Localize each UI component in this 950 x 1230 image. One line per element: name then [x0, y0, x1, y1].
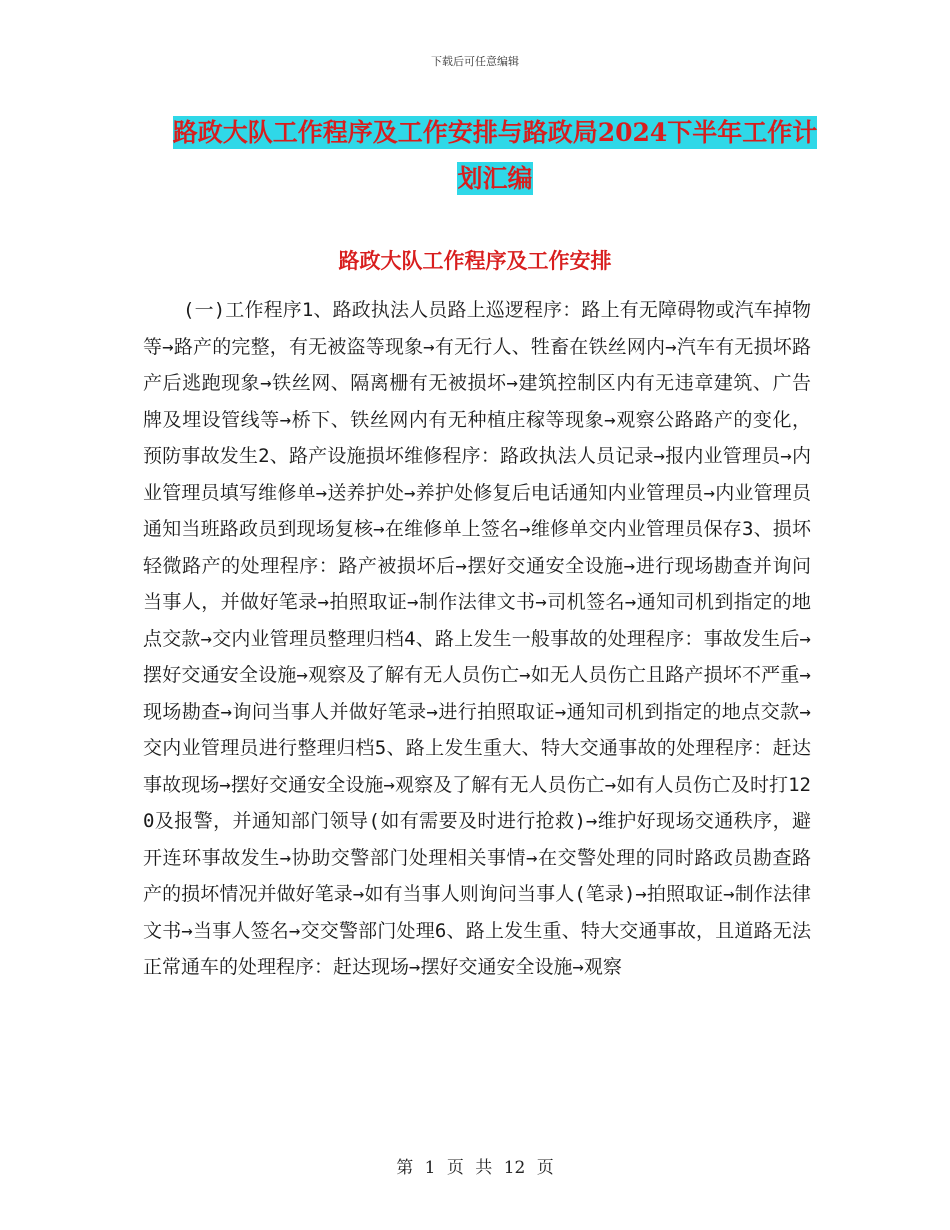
document-title: [170, 110, 820, 202]
section-title: 路政大队工作程序及工作安排: [338, 248, 612, 273]
document-title-text: 路政大队工作程序及工作安排与路政局2024下半年工作计划汇编: [172, 118, 818, 193]
page-footer: 第 1 页 共 12 页: [396, 1158, 554, 1178]
body-paragraph: (一)工作程序1、路政执法人员路上巡逻程序：路上有无障碍物或汽车掉物等→路产的完整，有无被盗等现象→有无行人、牲畜在铁丝网内→汽车有无损坏路产后逃跑现象→铁丝网、隔离栅有无被损坏→建筑控制区内有无违章建筑、广告牌及埋设管线等→桥下、铁丝网内有无种植庄稼等现象→观察公路路产的变化，预防事故发生2、路产设施损坏维修程序：路政执法人员记录→报内业管理员→内业管理员填写维修单→送养护处→养护处修复后电话通知内业管理员→内业管理员通知当班路政员到现场复核→在维修单上签名→维修单交内业管理员保存3、损坏轻微路产的处理程序：路产被损坏后→摆好交通安全设施→进行现场勘查并询问当事人，并做好笔录→拍照取证→制作法律文书→司机签名→通知司机到指定的地点交款→交内业管理员整理归档4、路上发生一般事故的处理程序：事故发生后→摆好交通安全设施→观察及了解有无人员伤亡→如无人员伤亡且路产损坏不严重→现场勘查→询问当事人并做好笔录→进行拍照取证→通知司机到指定的地点交款→交内业管理员进行整理归档5、路上发生重大、特大交通事故的处理程序：赶达事故现场→摆好交通安全设施→观察及了解有无人员伤亡→如有人员伤亡及时打120及报警，并通知部门领导(如有需要及时进行抢救)→维护好现场交通秩序，避开连环事故发生→协助交警部门处理相关事情→在交警处理的同时路政员勘查路产的损坏情况并做好笔录→如有当事人则询问当事人(笔录)→拍照取证→制作法律文书→当事人签名→交交警部门处理6、路上发生重、特大交通事故，且道路无法正常通车的处理程序：赶达现场→摆好交通安全设施→观察: [143, 299, 811, 978]
header-note: 下载后可任意编辑: [431, 55, 519, 68]
